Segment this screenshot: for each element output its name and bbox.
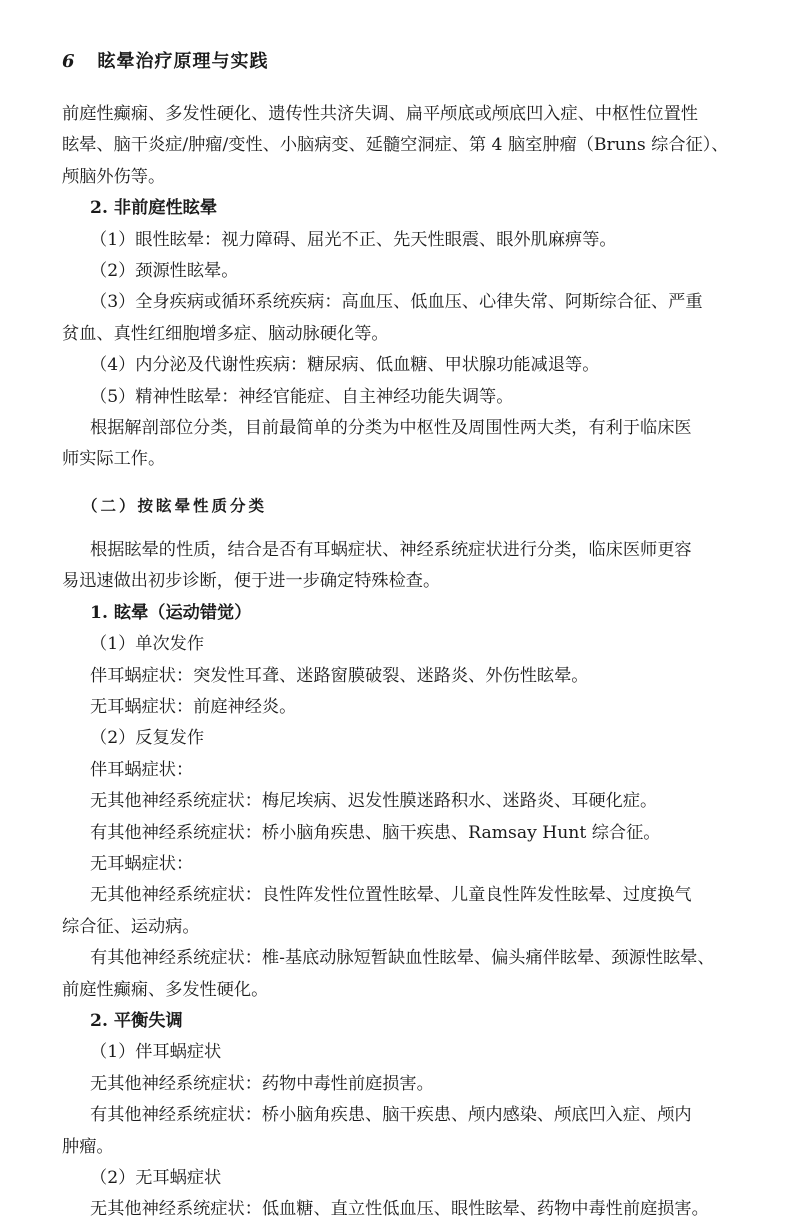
paragraph-line: 无其他神经系统症状：良性阵发性位置性眩晕、儿童良性阵发性眩晕、过度换气 xyxy=(90,885,692,906)
paragraph-line: 前庭性癫痫、多发性硬化。 xyxy=(62,979,269,1000)
list-item: （4）内分泌及代谢性疾病：糖尿病、低血糖、甲状腺功能减退等。 xyxy=(90,355,600,376)
paragraph-line: 无其他神经系统症状：药物中毒性前庭损害。 xyxy=(90,1073,434,1094)
list-item: （1）伴耳蜗症状 xyxy=(90,1042,222,1063)
section-heading: （二）按眩晕性质分类 xyxy=(82,495,268,515)
paragraph-line: 无耳蜗症状：前庭神经炎。 xyxy=(90,697,297,718)
list-item: （1）单次发作 xyxy=(90,634,205,655)
body-text xyxy=(62,99,752,1226)
paragraph-line: 易迅速做出初步诊断，便于进一步确定特殊检查。 xyxy=(62,571,441,592)
list-item: （2）无耳蜗症状 xyxy=(90,1167,222,1188)
list-item: （2）颈源性眩晕。 xyxy=(90,260,239,281)
paragraph-line: 肿瘤。 xyxy=(62,1136,114,1157)
subheading-balance: 2. 平衡失调 xyxy=(90,1010,183,1031)
paragraph-line: 有其他神经系统症状：桥小脑角疾患、脑干疾患、颅内感染、颅底凹入症、颅内 xyxy=(90,1105,692,1126)
spacer xyxy=(62,521,752,535)
page-number: 6 xyxy=(62,51,76,72)
paragraph-line: 伴耳蜗症状： xyxy=(90,759,194,780)
list-item: （5）精神性眩晕：神经官能症、自主神经功能失调等。 xyxy=(90,386,514,407)
paragraph-line: 贫血、真性红细胞增多症、脑动脉硬化等。 xyxy=(62,323,389,344)
subheading-non-vestibular: 2. 非前庭性眩晕 xyxy=(90,198,218,219)
paragraph-line: 伴耳蜗症状：突发性耳聋、迷路窗膜破裂、迷路炎、外伤性眩晕。 xyxy=(90,665,589,686)
list-item: （1）眼性眩晕：视力障碍、屈光不正、先天性眼震、眼外肌麻痹等。 xyxy=(90,229,617,250)
running-head xyxy=(62,50,269,74)
paragraph-line: 师实际工作。 xyxy=(62,449,166,470)
list-item: （3）全身疾病或循环系统疾病：高血压、低血压、心律失常、阿斯综合征、严重 xyxy=(90,292,703,313)
spacer xyxy=(62,476,752,490)
paragraph-line: 无耳蜗症状： xyxy=(90,853,194,874)
paragraph-line: 前庭性癫痫、多发性硬化、遗传性共济失调、扁平颅底或颅底凹入症、中枢性位置性 xyxy=(62,104,698,124)
paragraph-line: 眩晕、脑干炎症/肿瘤/变性、小脑病变、延髓空洞症、第 4 脑室肿瘤（Bruns 综合征）、 xyxy=(62,135,729,156)
paragraph-line: 有其他神经系统症状：椎-基底动脉短暂缺血性眩晕、偏头痛伴眩晕、颈源性眩晕、 xyxy=(90,948,715,969)
paragraph-line: 根据解剖部位分类，目前最简单的分类为中枢性及周围性两大类，有利于临床医 xyxy=(90,417,692,438)
list-item: （2）反复发作 xyxy=(90,728,205,749)
paragraph-line: 颅脑外伤等。 xyxy=(62,166,166,187)
book-title: 眩晕治疗原理与实践 xyxy=(97,51,269,72)
subheading-vertigo: 1. 眩晕（运动错觉） xyxy=(90,602,252,623)
paragraph-line: 无其他神经系统症状：梅尼埃病、迟发性膜迷路积水、迷路炎、耳硬化症。 xyxy=(90,791,658,812)
paragraph-line: 无其他神经系统症状：低血糖、直立性低血压、眼性眩晕、药物中毒性前庭损害。 xyxy=(90,1199,709,1220)
paragraph-line: 根据眩晕的性质，结合是否有耳蜗症状、神经系统症状进行分类，临床医师更容 xyxy=(90,540,692,561)
paragraph-line: 有其他神经系统症状：桥小脑角疾患、脑干疾患、Ramsay Hunt 综合征。 xyxy=(90,822,661,843)
paragraph-line: 综合征、运动病。 xyxy=(62,916,200,937)
